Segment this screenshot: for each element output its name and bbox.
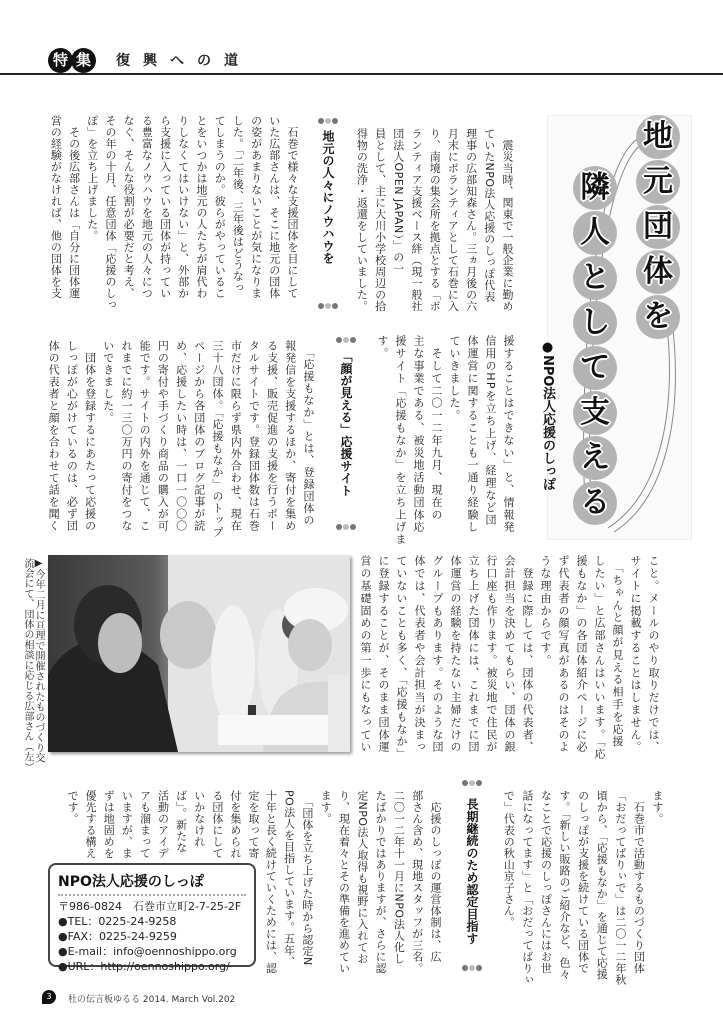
feature-badge-char: 特 [48, 48, 73, 73]
headline-char-circle: 体 [636, 250, 680, 294]
text-column: その年の十月、任意団体「応援のしっ [103, 115, 117, 311]
headline-subtitle: ●NPO法人応援のしっぽ [540, 340, 555, 491]
dotted-divider [58, 894, 246, 896]
text-column: タルサイトです。登録団体数は石巻 [247, 340, 261, 532]
text-column: 部さん含め、現地スタッフが三名。 [410, 790, 424, 974]
text-column: 頃から、「応援もなか」を通じて応援 [595, 790, 609, 980]
text-column: 登録に際しては、団体の代表者、 [521, 555, 534, 754]
text-column: 月末にボランティアとして石巻に入 [446, 128, 460, 312]
text-column: ずは地固めを [102, 790, 116, 859]
text-column: 市だけに限らず県内外合わせ、現在 [229, 340, 243, 532]
text-column: め、応援したい時は、一口一〇〇〇 [174, 340, 188, 532]
text-column: 話になってます」と「おだってばりぃ [520, 790, 534, 986]
text-column: 「ちゃんと顔が見える相手を応援 [611, 555, 624, 748]
text-column: こと。メールのやり取りだけでは、 [647, 555, 660, 754]
event-photo [48, 555, 350, 752]
text-column: の姿があまりないことが気になりま [249, 115, 263, 299]
text-column: 「おだってばりぃで」は二〇一二年秋 [613, 790, 627, 986]
text-column: とをいつかは地元の人たちが肩代わ [194, 115, 208, 299]
headline-char-circle: 人 [573, 211, 617, 255]
text-column: 員として、主に大川小学校周辺の拾 [373, 128, 387, 312]
text-column: 団法人OPEN JAPAN）」の一 [391, 128, 405, 275]
article-body-bottom-long [261, 790, 444, 974]
contact-fax: ●FAX：0225-24-9259 [58, 930, 177, 943]
article-body-mid-right [373, 335, 517, 546]
text-column: いますが、ま [120, 790, 134, 859]
text-column: 活動のアイデ [156, 790, 170, 859]
text-column: ば」。新たな [174, 790, 188, 854]
header-divider [0, 73, 723, 75]
text-column: なことで応援のしっぽさんにはお世 [539, 790, 553, 974]
contact-tel: ●TEL：0225-24-9258 [58, 915, 177, 928]
contact-info-box [48, 863, 256, 973]
heading-support-site: 「顔が見える」応援サイト [339, 350, 353, 497]
section-title: 復興への道 [116, 53, 251, 69]
text-column: しっぽが心がけているのは、必ず団 [65, 340, 79, 532]
text-column: 主な事業である、被災地活動団体応 [412, 335, 425, 534]
text-column: ページから各団体のブログ記事が読 [192, 340, 206, 532]
text-column: れまでに約一三〇万円の寄付をつな [119, 340, 133, 532]
text-column: 「応援もなか」とは、登録団体の [302, 340, 315, 527]
text-column: 信用のHPを立ち上げ、経理など団 [484, 335, 497, 527]
text-column: 理事の広部知森さん。三ヵ月後の六 [464, 128, 478, 312]
text-column: 体では、代表者や会計担当が決まっ [413, 555, 426, 754]
text-column: 営の経験がなければ、他の団体を支 [49, 115, 63, 299]
headline-char-circle: と [573, 256, 617, 300]
heading-dots-icon [336, 524, 358, 531]
text-column: 石巻で様々な支援団体を目にして [286, 115, 299, 299]
text-column: したい」と広部さんはいいます。「応 [593, 555, 606, 761]
text-column: 体の代表者と顔を合わせて話を聞く [47, 340, 61, 532]
text-column: 行口座も作ります。被災地で住民が [485, 555, 498, 754]
headline-char-circle: て [573, 346, 617, 390]
heading-dots-icon [318, 303, 340, 310]
footer-publication: 杜の伝言板ゆるる 2014. March Vol.202 [68, 995, 236, 1005]
text-column: 体運営に関することも一通り経験し [466, 335, 479, 534]
headline-char-circle: え [573, 436, 617, 480]
text-column: です。 [66, 790, 80, 825]
article-body-1 [46, 115, 301, 311]
text-column: グループもあります。そのような団 [431, 555, 444, 754]
text-column: 立ち上げた団体には、これまでに団 [467, 555, 480, 754]
text-column: 応援のしっぽの運営体制は、広 [429, 790, 442, 963]
contact-url[interactable]: ●URL：http://oennoshippo.org/ [58, 960, 230, 973]
page-number-leaf-icon: 3 [42, 990, 56, 1004]
text-column: なぐ、そんな役割が必要だと考え、 [122, 115, 136, 299]
text-column: ていないことも多く、「応援もなか」 [395, 555, 408, 761]
text-column: す。 [376, 335, 389, 360]
headline-char-circle: 支 [573, 391, 617, 435]
text-column: 体運営の経験を持たない主婦だけの [449, 555, 462, 754]
headline-char-circle: し [573, 301, 617, 345]
text-column: いかなけれ [192, 790, 206, 848]
text-column: 定NPO法人取得も視野に入れてお [355, 790, 369, 965]
contact-email[interactable]: ●E-mail：info@oennoshippo.org [58, 945, 237, 958]
contact-org-name: NPO法人応援のしっぽ [58, 874, 204, 890]
text-column: 十年と長く続けていくためには、認 [264, 790, 278, 974]
feature-badge-char: 集 [71, 48, 96, 73]
headline-char-circle: 団 [636, 205, 680, 249]
text-column: 営の基礎固めの第一歩にもなってい [359, 555, 372, 754]
text-column: 優先する構え [84, 790, 98, 859]
text-column: 円の寄付や手づくり商品の購入が可 [156, 340, 170, 532]
text-column: サイトに掲載することはしません。 [629, 555, 642, 754]
text-column: に登録することが、そのまま団体運 [377, 555, 390, 754]
heading-dots-icon [318, 118, 340, 125]
text-column: 三十八団体。「応援もなか」のトップ [210, 340, 224, 539]
headline-char-circle: を [636, 295, 680, 339]
text-column: 能です。サイトの内外を通じて、こ [138, 340, 152, 532]
text-column: ていきました。 [448, 335, 461, 422]
text-column: 震災当時、関東で一般企業に勤め [501, 128, 514, 312]
text-column: うな理由からです。 [539, 555, 552, 667]
text-column: ず代表者の顔写真があるのはそのよ [557, 555, 570, 754]
text-column: てしまうのか。彼らがやっているこ [213, 115, 227, 299]
text-column: 報発信を支援するほか、寄付を集め [283, 340, 297, 532]
text-column: り、現在着々とその準備を進めてい [337, 790, 351, 974]
headline-char-circle: 元 [636, 160, 680, 204]
text-column: り、南境の集会所を拠点とする「ボ [428, 128, 442, 312]
text-column: ていたNPO法人応援のしっぽ代表 [482, 128, 496, 303]
text-column: 団体を登録するにあたって応援の [83, 340, 97, 532]
article-body-mid-bottom [356, 555, 662, 760]
text-column: 付を集められ [228, 790, 242, 859]
photo-image [48, 555, 350, 752]
article-body-bottom-short [63, 790, 262, 859]
photo-caption [22, 558, 44, 772]
heading-long-term: 長期継続のため認定目指す [465, 798, 479, 945]
text-column: その後広部さんは「自分に団体運 [67, 115, 81, 299]
text-column: ら支援に入っている団体が持ってい [158, 115, 172, 299]
text-column: ます。 [651, 790, 664, 825]
text-column: る豊富なノウハウを地元の人々につ [140, 115, 154, 299]
text-column: ぽ」を立ち上げました。 [85, 115, 99, 242]
text-column: 援することはできない」と、情報発 [502, 335, 515, 534]
text-column: りしなくてはいけない」と、外部か [176, 115, 190, 299]
caption-line: 流会にて、団体の相談に応じる広部さん（左） [22, 558, 33, 773]
text-column: ランティア支援ベース絆（現一般社 [409, 128, 423, 312]
text-column: 「団体を立ち上げた時から認定N [300, 790, 314, 966]
text-column: のしっぽが支援を続けている団体で [576, 790, 590, 974]
text-column: 石巻市で活動するものづくり団体 [632, 790, 646, 974]
text-column: いできました。 [101, 340, 115, 424]
text-column: 援サイト「応援もなか」を立ち上げま [394, 335, 407, 546]
text-column: す。「新しい販路のご紹介など、色々 [558, 790, 572, 980]
article-body-bottom-right [499, 790, 666, 986]
text-column: アも溜まって [138, 790, 152, 859]
text-column: たばかりではありますが、さらに認 [374, 790, 388, 974]
heading-local-knowhow: 地元の人々にノウハウを [321, 130, 335, 265]
text-column: 会計担当を決めてもらい、団体の銀 [503, 555, 516, 754]
text-column: PO法人を目指しています。五年、 [282, 790, 296, 968]
headline-char-circle: 地 [636, 115, 680, 159]
text-column: そして二〇一二年九月、現在の [430, 335, 443, 521]
text-column: る団体にして [210, 790, 224, 859]
text-column: で」代表の秋山京子さん。 [502, 790, 516, 928]
headline-char-circle: 隣 [573, 166, 617, 210]
text-column: 定を取って寄 [247, 790, 260, 859]
text-column: いた広部さんは、そこに地元の団体 [267, 115, 281, 299]
caption-line: ▶今年二月に亘理で開催されたものづくり交 [33, 558, 44, 763]
text-column: ます。 [319, 790, 333, 825]
text-column: した。「二年後、三年後はどうなっ [231, 115, 245, 294]
text-column: る支援、販売促進の支援を行うポー [265, 340, 279, 532]
text-column: 得物の洗浄・返還をしていました。 [355, 128, 369, 312]
heading-dots-icon [462, 965, 484, 972]
heading-dots-icon [336, 337, 358, 344]
intro-paragraph [352, 128, 516, 312]
text-column: 援もなか」の各団体紹介ページに必 [575, 555, 588, 754]
headline-char-circle: る [573, 481, 617, 525]
heading-dots-icon [462, 780, 484, 787]
article-body-2 [44, 340, 317, 539]
text-column: 二〇一二年十一月にNPO法人化し [392, 790, 406, 965]
contact-address: 〒986-0824 石巻市立町2-7-25-2F [58, 900, 242, 913]
